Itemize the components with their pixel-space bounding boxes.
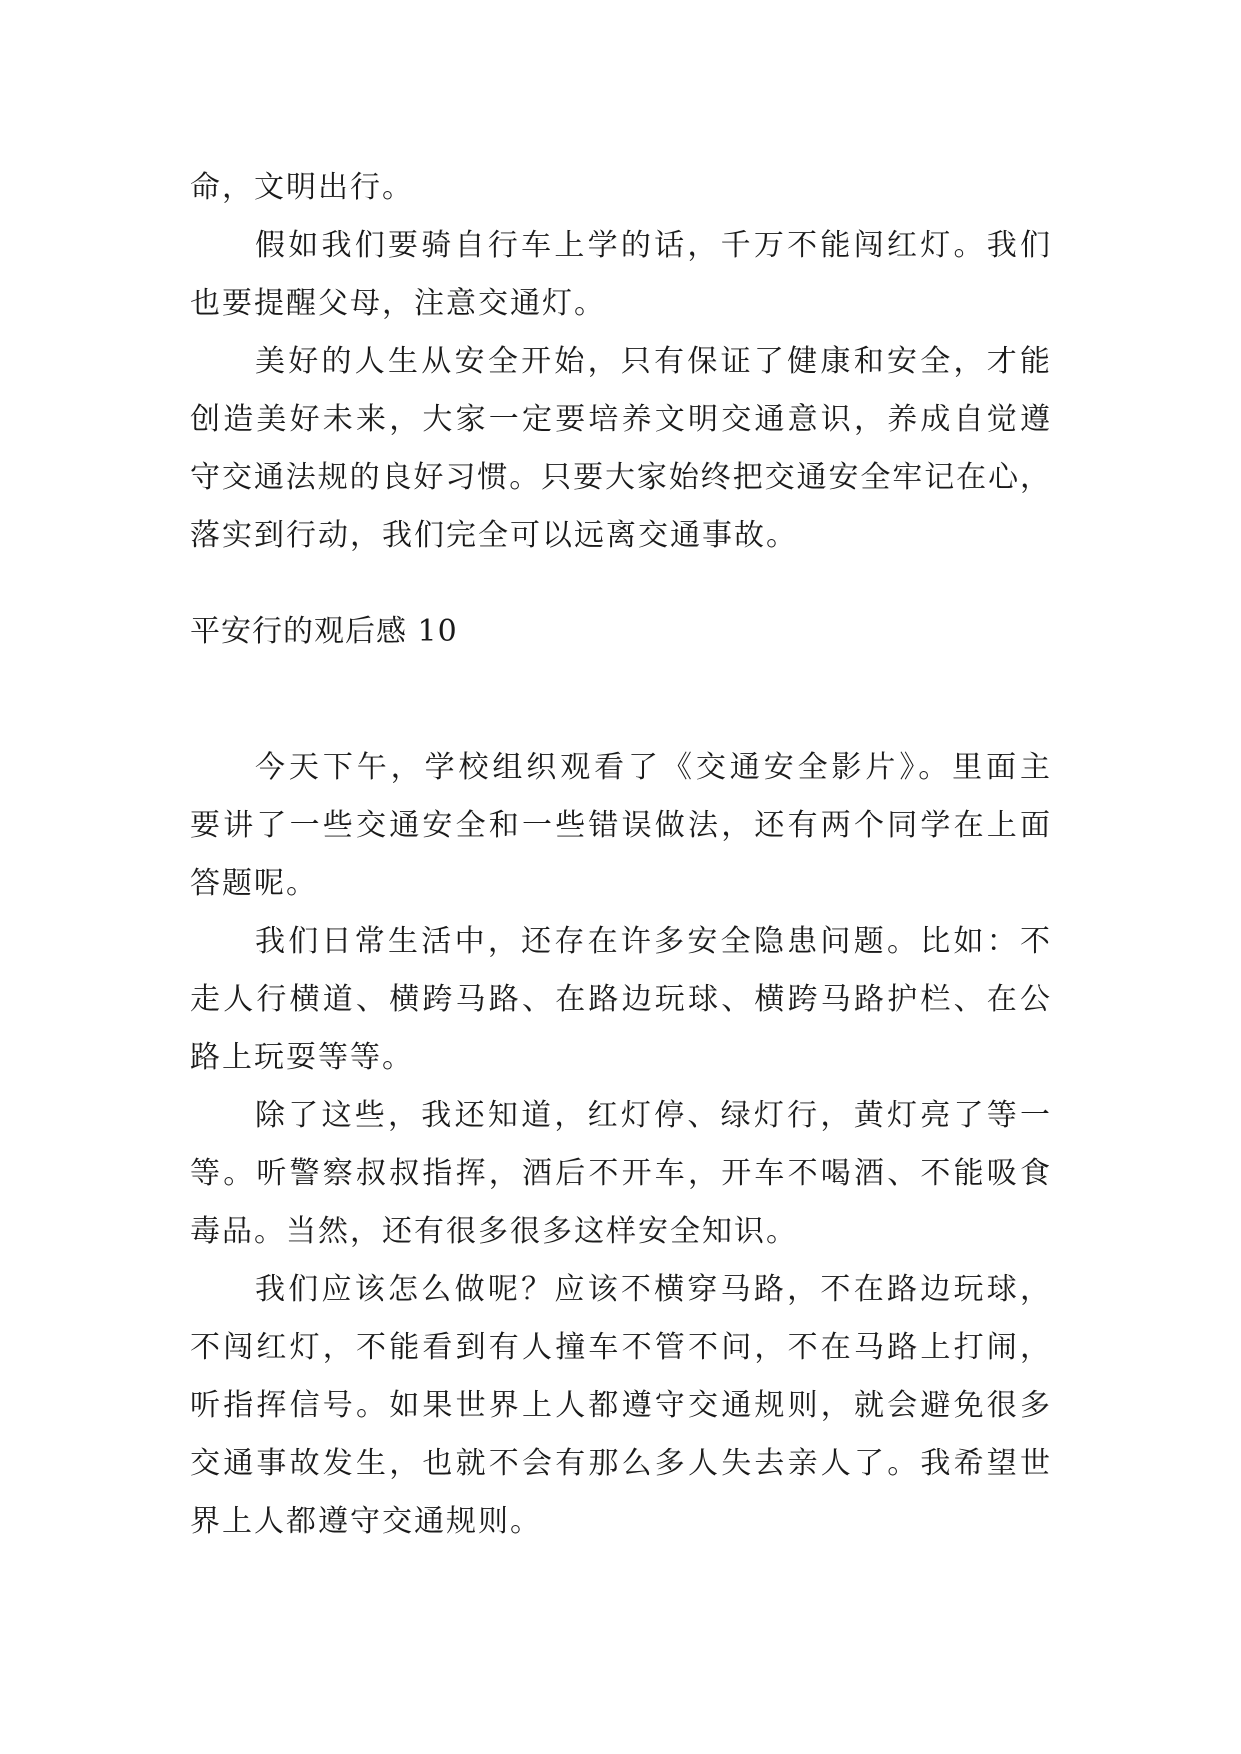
paragraph-line: 我们日常生活中，还存在许多安全隐患问题。比如：不 [255,924,1050,959]
paragraph-line: 也要提醒父母，注意交通灯。 [190,286,606,321]
paragraph-line: 走人行横道、横跨马路、在路边玩球、横跨马路护栏、在公 [190,982,1050,1017]
paragraph-line: 界上人都遵守交通规则。 [190,1504,542,1539]
paragraph-line: 路上玩耍等等。 [190,1040,414,1075]
paragraph-line: 创造美好未来，大家一定要培养文明交通意识，养成自觉遵 [190,402,1050,437]
section-title: 平安行的观后感 10 [190,614,458,649]
paragraph-line: 除了这些，我还知道，红灯停、绿灯行，黄灯亮了等一 [255,1098,1050,1133]
paragraph-line: 落实到行动，我们完全可以远离交通事故。 [190,518,798,553]
paragraph-line: 假如我们要骑自行车上学的话，千万不能闯红灯。我们 [255,228,1050,263]
paragraph-line: 美好的人生从安全开始，只有保证了健康和安全，才能 [255,344,1050,379]
paragraph-line: 听指挥信号。如果世界上人都遵守交通规则，就会避免很多 [190,1388,1050,1423]
paragraph-line: 要讲了一些交通安全和一些错误做法，还有两个同学在上面 [190,808,1050,843]
paragraph-line: 守交通法规的良好习惯。只要大家始终把交通安全牢记在心， [190,460,1050,495]
paragraph-line: 命，文明出行。 [190,170,414,205]
paragraph-line: 交通事故发生，也就不会有那么多人失去亲人了。我希望世 [190,1446,1050,1481]
paragraph-line: 我们应该怎么做呢？应该不横穿马路，不在路边玩球， [255,1272,1050,1307]
paragraph-line: 等。听警察叔叔指挥，酒后不开车，开车不喝酒、不能吸食 [190,1156,1050,1191]
paragraph-line: 今天下午，学校组织观看了《交通安全影片》。里面主 [255,750,1050,785]
paragraph-line: 不闯红灯，不能看到有人撞车不管不问，不在马路上打闹， [190,1330,1050,1365]
paragraph-line: 毒品。当然，还有很多很多这样安全知识。 [190,1214,798,1249]
paragraph-line: 答题呢。 [190,866,318,901]
